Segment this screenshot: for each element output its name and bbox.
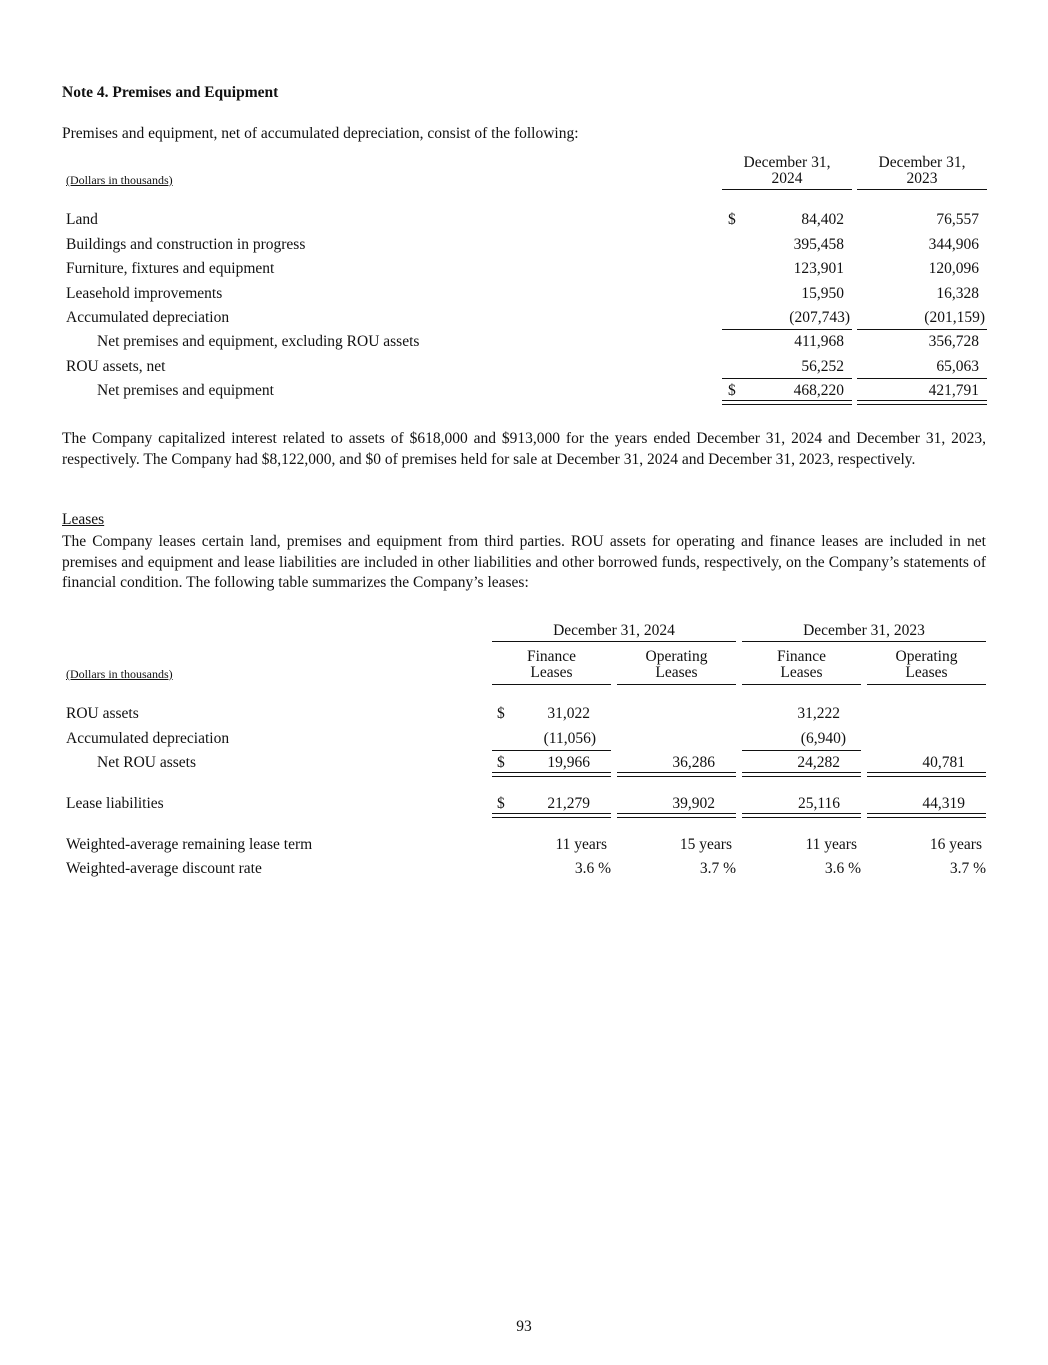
value-operating-2024: 3.7 %	[699, 860, 736, 877]
value-finance-2024: (11,056)	[543, 730, 596, 747]
row-label: Net premises and equipment	[97, 382, 274, 399]
row-label: Accumulated depreciation	[66, 730, 230, 747]
subtotal-rule	[857, 378, 987, 379]
value-finance-2024: 31,022	[547, 705, 590, 722]
header-rule	[742, 684, 861, 685]
period-rule	[742, 641, 986, 642]
total-double-rule	[492, 813, 611, 818]
header-rule	[617, 684, 736, 685]
row-label: Furniture, fixtures and equipment	[66, 260, 275, 277]
total-double-rule	[617, 813, 736, 818]
value-2023: 65,063	[936, 358, 979, 375]
row-label: Accumulated depreciation	[66, 309, 230, 326]
period-rule	[492, 641, 736, 642]
column-header-line2: 2024	[771, 170, 803, 187]
value-2024: 15,950	[801, 285, 844, 302]
row-label: ROU assets	[66, 705, 139, 722]
total-double-rule	[867, 772, 986, 777]
header-rule	[867, 684, 986, 685]
value-2023: 76,557	[936, 211, 979, 228]
row-label: Net premises and equipment, excluding ROU assets	[97, 333, 420, 350]
value-operating-2023: 16 years	[929, 836, 982, 853]
value-2024: 395,458	[793, 236, 844, 253]
row-label: Leasehold improvements	[66, 285, 223, 302]
row-label: ROU assets, net	[66, 358, 166, 375]
column-header-2024	[722, 155, 852, 187]
header-rule	[857, 189, 987, 190]
units-label: (Dollars in thousands)	[66, 173, 173, 187]
row-label: Buildings and construction in progress	[66, 236, 306, 253]
header-rule	[722, 189, 852, 190]
value-2023: 421,791	[928, 382, 979, 399]
value-2023: 356,728	[928, 333, 979, 350]
total-double-rule	[742, 813, 861, 818]
value-finance-2023: 11 years	[805, 836, 857, 853]
column-header-line2: Leases	[530, 664, 573, 681]
currency-symbol: $	[728, 211, 736, 228]
value-finance-2023: (6,940)	[800, 730, 846, 747]
period-header-2023: December 31, 2023	[803, 622, 925, 639]
value-operating-2024: 36,286	[672, 754, 715, 771]
value-finance-2024: 3.6 %	[574, 860, 611, 877]
subtotal-rule	[492, 750, 611, 751]
note-title: Note 4. Premises and Equipment	[62, 84, 279, 101]
value-operating-2024: 39,902	[672, 795, 715, 812]
currency-symbol: $	[497, 705, 505, 722]
column-header-operating-2024	[617, 649, 736, 681]
currency-symbol: $	[728, 382, 736, 399]
column-header-line1: Operating	[645, 648, 708, 665]
total-double-rule	[867, 813, 986, 818]
units-label: (Dollars in thousands)	[66, 667, 173, 681]
value-2024: 411,968	[794, 333, 844, 350]
value-finance-2023: 31,222	[797, 705, 840, 722]
column-header-line1: Finance	[776, 648, 827, 665]
column-header-2023	[857, 155, 987, 187]
value-finance-2024: 19,966	[547, 754, 590, 771]
total-double-rule	[617, 772, 736, 777]
value-2024: 123,901	[793, 260, 844, 277]
value-2024: 84,402	[801, 211, 844, 228]
value-operating-2023: 3.7 %	[949, 860, 986, 877]
value-2024: (207,743)	[789, 309, 850, 326]
column-header-line1: Operating	[895, 648, 958, 665]
value-finance-2024: 21,279	[547, 795, 590, 812]
value-2023: (201,159)	[924, 309, 985, 326]
value-operating-2023: 40,781	[922, 754, 965, 771]
column-header-line2: Leases	[905, 664, 948, 681]
column-header-line1: Finance	[526, 648, 577, 665]
column-header-operating-2023	[867, 649, 986, 681]
value-2023: 16,328	[936, 285, 979, 302]
total-double-rule	[857, 400, 987, 405]
column-header-finance-2023	[742, 649, 861, 681]
row-label: Weighted-average discount rate	[66, 860, 262, 877]
column-header-line1: December 31,	[878, 154, 966, 171]
total-double-rule	[722, 400, 852, 405]
value-2023: 344,906	[928, 236, 979, 253]
page-number: 93	[516, 1318, 532, 1335]
value-2024: 56,252	[801, 358, 844, 375]
value-finance-2023: 24,282	[797, 754, 840, 771]
row-label: Land	[66, 211, 98, 228]
period-header-2024: December 31, 2024	[553, 622, 675, 639]
column-header-line2: Leases	[780, 664, 823, 681]
value-finance-2023: 3.6 %	[824, 860, 861, 877]
column-header-line1: December 31,	[743, 154, 831, 171]
value-operating-2024: 15 years	[679, 836, 732, 853]
value-finance-2024: 11 years	[555, 836, 607, 853]
subtotal-rule	[722, 378, 852, 379]
column-header-finance-2024	[492, 649, 611, 681]
value-2023: 120,096	[928, 260, 979, 277]
row-label: Net ROU assets	[97, 754, 197, 771]
total-double-rule	[742, 772, 861, 777]
leases-heading: Leases	[62, 511, 105, 528]
row-label: Weighted-average remaining lease term	[66, 836, 313, 853]
value-operating-2023: 44,319	[922, 795, 965, 812]
premises-intro: Premises and equipment, net of accumulated depreciation, consist of the following:	[62, 125, 579, 142]
value-finance-2023: 25,116	[797, 795, 840, 812]
currency-symbol: $	[497, 795, 505, 812]
subtotal-rule	[722, 329, 852, 330]
row-label: Lease liabilities	[66, 795, 164, 812]
column-header-line2: Leases	[655, 664, 698, 681]
leases-paragraph: The Company leases certain land, premises and equipment from third parties. ROU assets for operating and finance leases are included in net premises and equipment and lease liabilities are included in other liabilities and other borrowed funds, respectively, on the Company’s statements of financial condition. The following table summarizes the Company’s leases:	[62, 533, 986, 592]
currency-symbol: $	[497, 754, 505, 771]
column-header-line2: 2023	[906, 170, 938, 187]
total-double-rule	[492, 772, 611, 777]
subtotal-rule	[742, 750, 861, 751]
capitalized-interest-paragraph: The Company capitalized interest related to assets of $618,000 and $913,000 for the years ended December 31, 2024 and December 31, 2023, respectively. The Company had $8,122,000, and $0 of premises held for sale at December 31, 2024 and December 31, 2023, respectively.	[62, 430, 986, 468]
subtotal-rule	[857, 329, 987, 330]
value-2024: 468,220	[793, 382, 844, 399]
header-rule	[492, 684, 611, 685]
